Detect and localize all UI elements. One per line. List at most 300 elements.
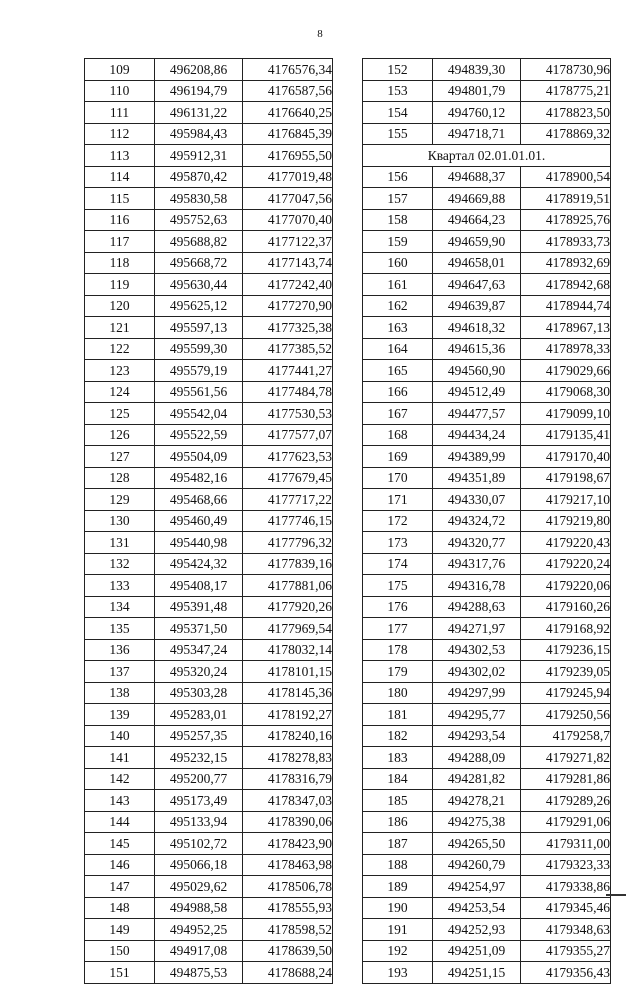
coordinates-table-right: [362, 58, 611, 984]
x-coordinate-cell: 495347,24: [155, 639, 243, 661]
x-coordinate-cell: 494477,57: [433, 403, 521, 425]
y-coordinate-cell: 4179289,26: [521, 790, 611, 812]
x-coordinate-cell: 495066,18: [155, 854, 243, 876]
y-coordinate-cell: 4176576,34: [243, 59, 333, 81]
y-coordinate-cell: 4179220,06: [521, 575, 611, 597]
table-row: [85, 338, 333, 360]
y-coordinate-cell: 4179135,41: [521, 424, 611, 446]
table-row: [363, 725, 611, 747]
point-number-cell: 177: [363, 618, 433, 640]
point-number-cell: 145: [85, 833, 155, 855]
point-number-cell: 111: [85, 102, 155, 124]
point-number-cell: 156: [363, 166, 433, 188]
y-coordinate-cell: 4177679,45: [243, 467, 333, 489]
table-row: [363, 897, 611, 919]
point-number-cell: 162: [363, 295, 433, 317]
x-coordinate-cell: 494251,15: [433, 962, 521, 984]
point-number-cell: 150: [85, 940, 155, 962]
point-number-cell: 185: [363, 790, 433, 812]
y-coordinate-cell: 4178967,13: [521, 317, 611, 339]
x-coordinate-cell: 495830,58: [155, 188, 243, 210]
x-coordinate-cell: 494324,72: [433, 510, 521, 532]
x-coordinate-cell: 494669,88: [433, 188, 521, 210]
x-coordinate-cell: 495468,66: [155, 489, 243, 511]
coordinates-table-left-body: [85, 59, 333, 984]
x-coordinate-cell: 495912,31: [155, 145, 243, 167]
y-coordinate-cell: 4179348,63: [521, 919, 611, 941]
y-coordinate-cell: 4178423,90: [243, 833, 333, 855]
y-coordinate-cell: 4177623,53: [243, 446, 333, 468]
y-coordinate-cell: 4177969,54: [243, 618, 333, 640]
point-number-cell: 189: [363, 876, 433, 898]
y-coordinate-cell: 4179068,30: [521, 381, 611, 403]
table-row: [363, 811, 611, 833]
y-coordinate-cell: 4179338,86: [521, 876, 611, 898]
y-coordinate-cell: 4178506,78: [243, 876, 333, 898]
point-number-cell: 123: [85, 360, 155, 382]
y-coordinate-cell: 4178390,06: [243, 811, 333, 833]
x-coordinate-cell: 494351,89: [433, 467, 521, 489]
x-coordinate-cell: 495688,82: [155, 231, 243, 253]
table-row: [85, 725, 333, 747]
point-number-cell: 124: [85, 381, 155, 403]
point-number-cell: 193: [363, 962, 433, 984]
x-coordinate-cell: 494254,97: [433, 876, 521, 898]
point-number-cell: 176: [363, 596, 433, 618]
x-coordinate-cell: 494760,12: [433, 102, 521, 124]
table-row: [85, 317, 333, 339]
y-coordinate-cell: 4179220,43: [521, 532, 611, 554]
coordinates-table-right-body: [363, 59, 611, 984]
y-coordinate-cell: 4179258,7: [521, 725, 611, 747]
table-row: [363, 747, 611, 769]
point-number-cell: 155: [363, 123, 433, 145]
table-row: [363, 854, 611, 876]
y-coordinate-cell: 4177839,16: [243, 553, 333, 575]
table-row: [363, 768, 611, 790]
table-row: [363, 704, 611, 726]
table-row: [85, 102, 333, 124]
table-row: [85, 940, 333, 962]
y-coordinate-cell: 4178869,32: [521, 123, 611, 145]
table-row: [85, 424, 333, 446]
point-number-cell: 115: [85, 188, 155, 210]
y-coordinate-cell: 4177577,07: [243, 424, 333, 446]
section-heading-row: [363, 145, 611, 167]
table-row: [363, 790, 611, 812]
y-coordinate-cell: 4179250,56: [521, 704, 611, 726]
table-row: [85, 80, 333, 102]
x-coordinate-cell: 495133,94: [155, 811, 243, 833]
table-row: [363, 295, 611, 317]
point-number-cell: 121: [85, 317, 155, 339]
y-coordinate-cell: 4179220,24: [521, 553, 611, 575]
y-coordinate-cell: 4177717,22: [243, 489, 333, 511]
table-row: [85, 510, 333, 532]
point-number-cell: 153: [363, 80, 433, 102]
x-coordinate-cell: 495173,49: [155, 790, 243, 812]
y-coordinate-cell: 4178032,14: [243, 639, 333, 661]
point-number-cell: 116: [85, 209, 155, 231]
point-number-cell: 134: [85, 596, 155, 618]
x-coordinate-cell: 495200,77: [155, 768, 243, 790]
point-number-cell: 174: [363, 553, 433, 575]
x-coordinate-cell: 495542,04: [155, 403, 243, 425]
x-coordinate-cell: 495482,16: [155, 467, 243, 489]
x-coordinate-cell: 494265,50: [433, 833, 521, 855]
point-number-cell: 171: [363, 489, 433, 511]
point-number-cell: 144: [85, 811, 155, 833]
table-row: [85, 811, 333, 833]
table-row: [85, 59, 333, 81]
x-coordinate-cell: 495460,49: [155, 510, 243, 532]
table-row: [363, 510, 611, 532]
y-coordinate-cell: 4178639,50: [243, 940, 333, 962]
table-row: [363, 467, 611, 489]
y-coordinate-cell: 4177484,78: [243, 381, 333, 403]
table-row: [85, 854, 333, 876]
x-coordinate-cell: 494801,79: [433, 80, 521, 102]
x-coordinate-cell: 494839,30: [433, 59, 521, 81]
point-number-cell: 126: [85, 424, 155, 446]
table-row: [363, 317, 611, 339]
table-row: [85, 618, 333, 640]
table-row: [85, 553, 333, 575]
x-coordinate-cell: 495668,72: [155, 252, 243, 274]
x-coordinate-cell: 494302,02: [433, 661, 521, 683]
y-coordinate-cell: 4177530,53: [243, 403, 333, 425]
point-number-cell: 118: [85, 252, 155, 274]
x-coordinate-cell: 494875,53: [155, 962, 243, 984]
x-coordinate-cell: 495320,24: [155, 661, 243, 683]
table-row: [85, 145, 333, 167]
point-number-cell: 166: [363, 381, 433, 403]
table-row: [85, 919, 333, 941]
table-row: [363, 381, 611, 403]
x-coordinate-cell: 495424,32: [155, 553, 243, 575]
y-coordinate-cell: 4178316,79: [243, 768, 333, 790]
y-coordinate-cell: 4179219,80: [521, 510, 611, 532]
x-coordinate-cell: 494320,77: [433, 532, 521, 554]
section-heading: Квартал 02.01.01.01.: [363, 145, 611, 167]
table-row: [363, 360, 611, 382]
table-row: [85, 274, 333, 296]
point-number-cell: 160: [363, 252, 433, 274]
y-coordinate-cell: 4179029,66: [521, 360, 611, 382]
table-row: [85, 489, 333, 511]
x-coordinate-cell: 494639,87: [433, 295, 521, 317]
point-number-cell: 151: [85, 962, 155, 984]
x-coordinate-cell: 495630,44: [155, 274, 243, 296]
x-coordinate-cell: 495303,28: [155, 682, 243, 704]
x-coordinate-cell: 494295,77: [433, 704, 521, 726]
x-coordinate-cell: 495752,63: [155, 209, 243, 231]
x-coordinate-cell: 494251,09: [433, 940, 521, 962]
point-number-cell: 161: [363, 274, 433, 296]
x-coordinate-cell: 494302,53: [433, 639, 521, 661]
table-row: [363, 553, 611, 575]
x-coordinate-cell: 494434,24: [433, 424, 521, 446]
y-coordinate-cell: 4178555,93: [243, 897, 333, 919]
point-number-cell: 154: [363, 102, 433, 124]
table-row: [85, 295, 333, 317]
x-coordinate-cell: 494281,82: [433, 768, 521, 790]
y-coordinate-cell: 4178688,24: [243, 962, 333, 984]
table-row: [85, 639, 333, 661]
point-number-cell: 140: [85, 725, 155, 747]
x-coordinate-cell: 494278,21: [433, 790, 521, 812]
page-number: 8: [317, 28, 323, 40]
y-coordinate-cell: 4177047,56: [243, 188, 333, 210]
x-coordinate-cell: 494317,76: [433, 553, 521, 575]
table-row: [363, 919, 611, 941]
point-number-cell: 148: [85, 897, 155, 919]
y-coordinate-cell: 4176955,50: [243, 145, 333, 167]
point-number-cell: 128: [85, 467, 155, 489]
table-row: [363, 338, 611, 360]
table-row: [363, 59, 611, 81]
point-number-cell: 136: [85, 639, 155, 661]
x-coordinate-cell: 494688,37: [433, 166, 521, 188]
table-row: [85, 596, 333, 618]
point-number-cell: 187: [363, 833, 433, 855]
y-coordinate-cell: 4179217,10: [521, 489, 611, 511]
point-number-cell: 191: [363, 919, 433, 941]
y-coordinate-cell: 4179291,06: [521, 811, 611, 833]
y-coordinate-cell: 4177325,38: [243, 317, 333, 339]
table-row: [363, 833, 611, 855]
point-number-cell: 179: [363, 661, 433, 683]
point-number-cell: 181: [363, 704, 433, 726]
table-row: [85, 962, 333, 984]
y-coordinate-cell: 4179311,00: [521, 833, 611, 855]
table-row: [85, 747, 333, 769]
point-number-cell: 172: [363, 510, 433, 532]
y-coordinate-cell: 4179236,15: [521, 639, 611, 661]
x-coordinate-cell: 494664,23: [433, 209, 521, 231]
y-coordinate-cell: 4179323,33: [521, 854, 611, 876]
table-row: [85, 768, 333, 790]
table-row: [363, 80, 611, 102]
table-row: [85, 897, 333, 919]
point-number-cell: 147: [85, 876, 155, 898]
point-number-cell: 138: [85, 682, 155, 704]
y-coordinate-cell: 4178944,74: [521, 295, 611, 317]
y-coordinate-cell: 4177019,48: [243, 166, 333, 188]
y-coordinate-cell: 4177385,52: [243, 338, 333, 360]
table-row: [85, 166, 333, 188]
table-row: [85, 403, 333, 425]
x-coordinate-cell: 495102,72: [155, 833, 243, 855]
y-coordinate-cell: 4179099,10: [521, 403, 611, 425]
x-coordinate-cell: 495029,62: [155, 876, 243, 898]
x-coordinate-cell: 494297,99: [433, 682, 521, 704]
point-number-cell: 190: [363, 897, 433, 919]
point-number-cell: 167: [363, 403, 433, 425]
x-coordinate-cell: 494659,90: [433, 231, 521, 253]
x-coordinate-cell: 495440,98: [155, 532, 243, 554]
y-coordinate-cell: 4179271,82: [521, 747, 611, 769]
table-row: [85, 381, 333, 403]
point-number-cell: 110: [85, 80, 155, 102]
table-row: [363, 274, 611, 296]
table-row: [363, 446, 611, 468]
y-coordinate-cell: 4177070,40: [243, 209, 333, 231]
point-number-cell: 152: [363, 59, 433, 81]
table-row: [85, 833, 333, 855]
point-number-cell: 130: [85, 510, 155, 532]
x-coordinate-cell: 494615,36: [433, 338, 521, 360]
point-number-cell: 165: [363, 360, 433, 382]
y-coordinate-cell: 4176845,39: [243, 123, 333, 145]
point-number-cell: 129: [85, 489, 155, 511]
table-row: [85, 876, 333, 898]
point-number-cell: 182: [363, 725, 433, 747]
x-coordinate-cell: 495283,01: [155, 704, 243, 726]
point-number-cell: 109: [85, 59, 155, 81]
table-row: [85, 360, 333, 382]
table-row: [363, 575, 611, 597]
table-row: [363, 188, 611, 210]
y-coordinate-cell: 4178145,36: [243, 682, 333, 704]
x-coordinate-cell: 494316,78: [433, 575, 521, 597]
y-coordinate-cell: 4178978,33: [521, 338, 611, 360]
point-number-cell: 143: [85, 790, 155, 812]
point-number-cell: 137: [85, 661, 155, 683]
page-edge-mark: [606, 894, 626, 896]
y-coordinate-cell: 4179356,43: [521, 962, 611, 984]
x-coordinate-cell: 494618,32: [433, 317, 521, 339]
point-number-cell: 180: [363, 682, 433, 704]
x-coordinate-cell: 495579,19: [155, 360, 243, 382]
point-number-cell: 142: [85, 768, 155, 790]
x-coordinate-cell: 495984,43: [155, 123, 243, 145]
point-number-cell: 175: [363, 575, 433, 597]
x-coordinate-cell: 494917,08: [155, 940, 243, 962]
point-number-cell: 127: [85, 446, 155, 468]
y-coordinate-cell: 4178775,21: [521, 80, 611, 102]
table-row: [363, 618, 611, 640]
point-number-cell: 183: [363, 747, 433, 769]
point-number-cell: 158: [363, 209, 433, 231]
point-number-cell: 132: [85, 553, 155, 575]
point-number-cell: 131: [85, 532, 155, 554]
x-coordinate-cell: 495391,48: [155, 596, 243, 618]
x-coordinate-cell: 494512,49: [433, 381, 521, 403]
table-row: [363, 403, 611, 425]
y-coordinate-cell: 4177881,06: [243, 575, 333, 597]
x-coordinate-cell: 495504,09: [155, 446, 243, 468]
y-coordinate-cell: 4177920,26: [243, 596, 333, 618]
y-coordinate-cell: 4179345,46: [521, 897, 611, 919]
point-number-cell: 139: [85, 704, 155, 726]
x-coordinate-cell: 494658,01: [433, 252, 521, 274]
table-row: [85, 252, 333, 274]
x-coordinate-cell: 494293,54: [433, 725, 521, 747]
point-number-cell: 120: [85, 295, 155, 317]
y-coordinate-cell: 4177746,15: [243, 510, 333, 532]
x-coordinate-cell: 494275,38: [433, 811, 521, 833]
table-row: [363, 876, 611, 898]
x-coordinate-cell: 495371,50: [155, 618, 243, 640]
point-number-cell: 184: [363, 768, 433, 790]
x-coordinate-cell: 496131,22: [155, 102, 243, 124]
table-row: [85, 446, 333, 468]
point-number-cell: 178: [363, 639, 433, 661]
table-row: [363, 940, 611, 962]
table-row: [85, 231, 333, 253]
x-coordinate-cell: 494330,07: [433, 489, 521, 511]
x-coordinate-cell: 494952,25: [155, 919, 243, 941]
y-coordinate-cell: 4179281,86: [521, 768, 611, 790]
point-number-cell: 188: [363, 854, 433, 876]
table-row: [85, 661, 333, 683]
y-coordinate-cell: 4177796,32: [243, 532, 333, 554]
table-row: [363, 102, 611, 124]
y-coordinate-cell: 4178347,03: [243, 790, 333, 812]
y-coordinate-cell: 4179168,92: [521, 618, 611, 640]
x-coordinate-cell: 495232,15: [155, 747, 243, 769]
point-number-cell: 186: [363, 811, 433, 833]
y-coordinate-cell: 4176587,56: [243, 80, 333, 102]
y-coordinate-cell: 4179160,26: [521, 596, 611, 618]
table-row: [85, 532, 333, 554]
y-coordinate-cell: 4178932,69: [521, 252, 611, 274]
table-row: [85, 682, 333, 704]
y-coordinate-cell: 4178192,27: [243, 704, 333, 726]
y-coordinate-cell: 4179170,40: [521, 446, 611, 468]
x-coordinate-cell: 494718,71: [433, 123, 521, 145]
table-row: [363, 209, 611, 231]
x-coordinate-cell: 495408,17: [155, 575, 243, 597]
x-coordinate-cell: 495625,12: [155, 295, 243, 317]
point-number-cell: 133: [85, 575, 155, 597]
table-row: [363, 252, 611, 274]
point-number-cell: 163: [363, 317, 433, 339]
y-coordinate-cell: 4178933,73: [521, 231, 611, 253]
point-number-cell: 192: [363, 940, 433, 962]
coordinates-table-left: [84, 58, 333, 984]
table-row: [363, 166, 611, 188]
point-number-cell: 173: [363, 532, 433, 554]
x-coordinate-cell: 496208,86: [155, 59, 243, 81]
point-number-cell: 135: [85, 618, 155, 640]
x-coordinate-cell: 495599,30: [155, 338, 243, 360]
x-coordinate-cell: 494252,93: [433, 919, 521, 941]
point-number-cell: 159: [363, 231, 433, 253]
x-coordinate-cell: 494260,79: [433, 854, 521, 876]
x-coordinate-cell: 494988,58: [155, 897, 243, 919]
point-number-cell: 149: [85, 919, 155, 941]
x-coordinate-cell: 494288,09: [433, 747, 521, 769]
x-coordinate-cell: 494560,90: [433, 360, 521, 382]
y-coordinate-cell: 4177270,90: [243, 295, 333, 317]
table-row: [363, 424, 611, 446]
table-row: [85, 209, 333, 231]
x-coordinate-cell: 496194,79: [155, 80, 243, 102]
table-row: [363, 231, 611, 253]
x-coordinate-cell: 495522,59: [155, 424, 243, 446]
point-number-cell: 141: [85, 747, 155, 769]
y-coordinate-cell: 4177143,74: [243, 252, 333, 274]
x-coordinate-cell: 494288,63: [433, 596, 521, 618]
y-coordinate-cell: 4179239,05: [521, 661, 611, 683]
point-number-cell: 157: [363, 188, 433, 210]
table-row: [85, 467, 333, 489]
point-number-cell: 113: [85, 145, 155, 167]
y-coordinate-cell: 4177441,27: [243, 360, 333, 382]
y-coordinate-cell: 4179198,67: [521, 467, 611, 489]
